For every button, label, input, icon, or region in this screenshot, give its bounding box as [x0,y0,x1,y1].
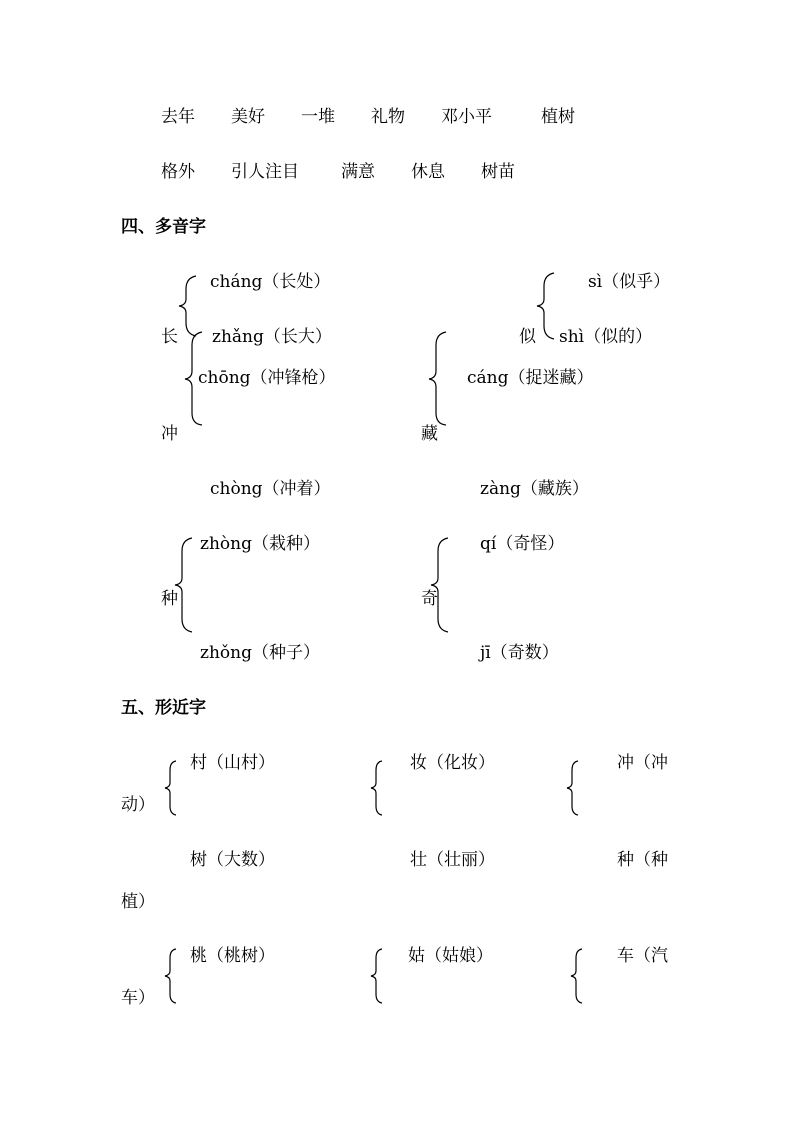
word: 礼物 [371,107,405,127]
word: 休息 [411,162,445,182]
word: 植树 [541,107,575,127]
brace [164,760,178,816]
similar-word-wrap: 动） [121,795,155,815]
word: 一堆 [301,107,335,127]
reading: sì（似乎） [588,272,671,292]
polyphonic-char: 藏 [421,424,438,444]
similar-word: 冲（冲 [617,753,668,773]
reading: chòng（冲着） [210,479,331,499]
brace [536,272,556,340]
brace [566,760,580,816]
similar-word-wrap: 车） [121,988,155,1008]
polyphonic-char: 冲 [161,424,178,444]
brace [370,760,384,816]
brace [428,331,448,426]
brace [370,948,384,1004]
similar-word-wrap: 植） [121,892,155,912]
polyphonic-char: 种 [161,589,178,609]
similar-word: 种（种 [617,850,668,870]
reading: jī（奇数） [480,643,559,663]
similar-word: 村（山村） [190,753,275,773]
similar-word: 树（大数） [190,850,275,870]
similar-word: 妆（化妆） [410,753,495,773]
polyphonic-char: 奇 [421,589,438,609]
reading: zhǎng（长大） [212,327,332,347]
section-heading-polyphonic: 四、多音字 [121,217,206,237]
similar-word: 车（汽 [617,946,668,966]
reading: zàng（藏族） [480,479,589,499]
word: 邓小平 [441,107,492,127]
polyphonic-char: 长 [161,327,178,347]
word: 引人注目 [231,162,299,182]
word: 树苗 [481,162,515,182]
brace [164,948,178,1004]
brace [430,537,450,633]
word: 去年 [161,107,195,127]
reading: cháng（长处） [210,272,331,292]
similar-word: 姑（姑娘） [408,946,493,966]
reading: shì（似的） [559,327,653,347]
similar-word: 桃（桃树） [190,946,275,966]
word: 满意 [341,162,375,182]
section-heading-similar-chars: 五、形近字 [121,698,206,718]
reading: qí（奇怪） [480,534,565,554]
similar-word: 壮（壮丽） [410,850,495,870]
brace [174,537,194,633]
reading: zhǒng（种子） [200,643,320,663]
reading: chōng（冲锋枪） [198,368,336,388]
brace [570,948,584,1004]
polyphonic-char: 似 [519,327,536,347]
reading: cáng（捉迷藏） [467,368,594,388]
reading: zhòng（栽种） [200,534,320,554]
word: 美好 [231,107,265,127]
word: 格外 [161,162,195,182]
brace [178,275,198,337]
